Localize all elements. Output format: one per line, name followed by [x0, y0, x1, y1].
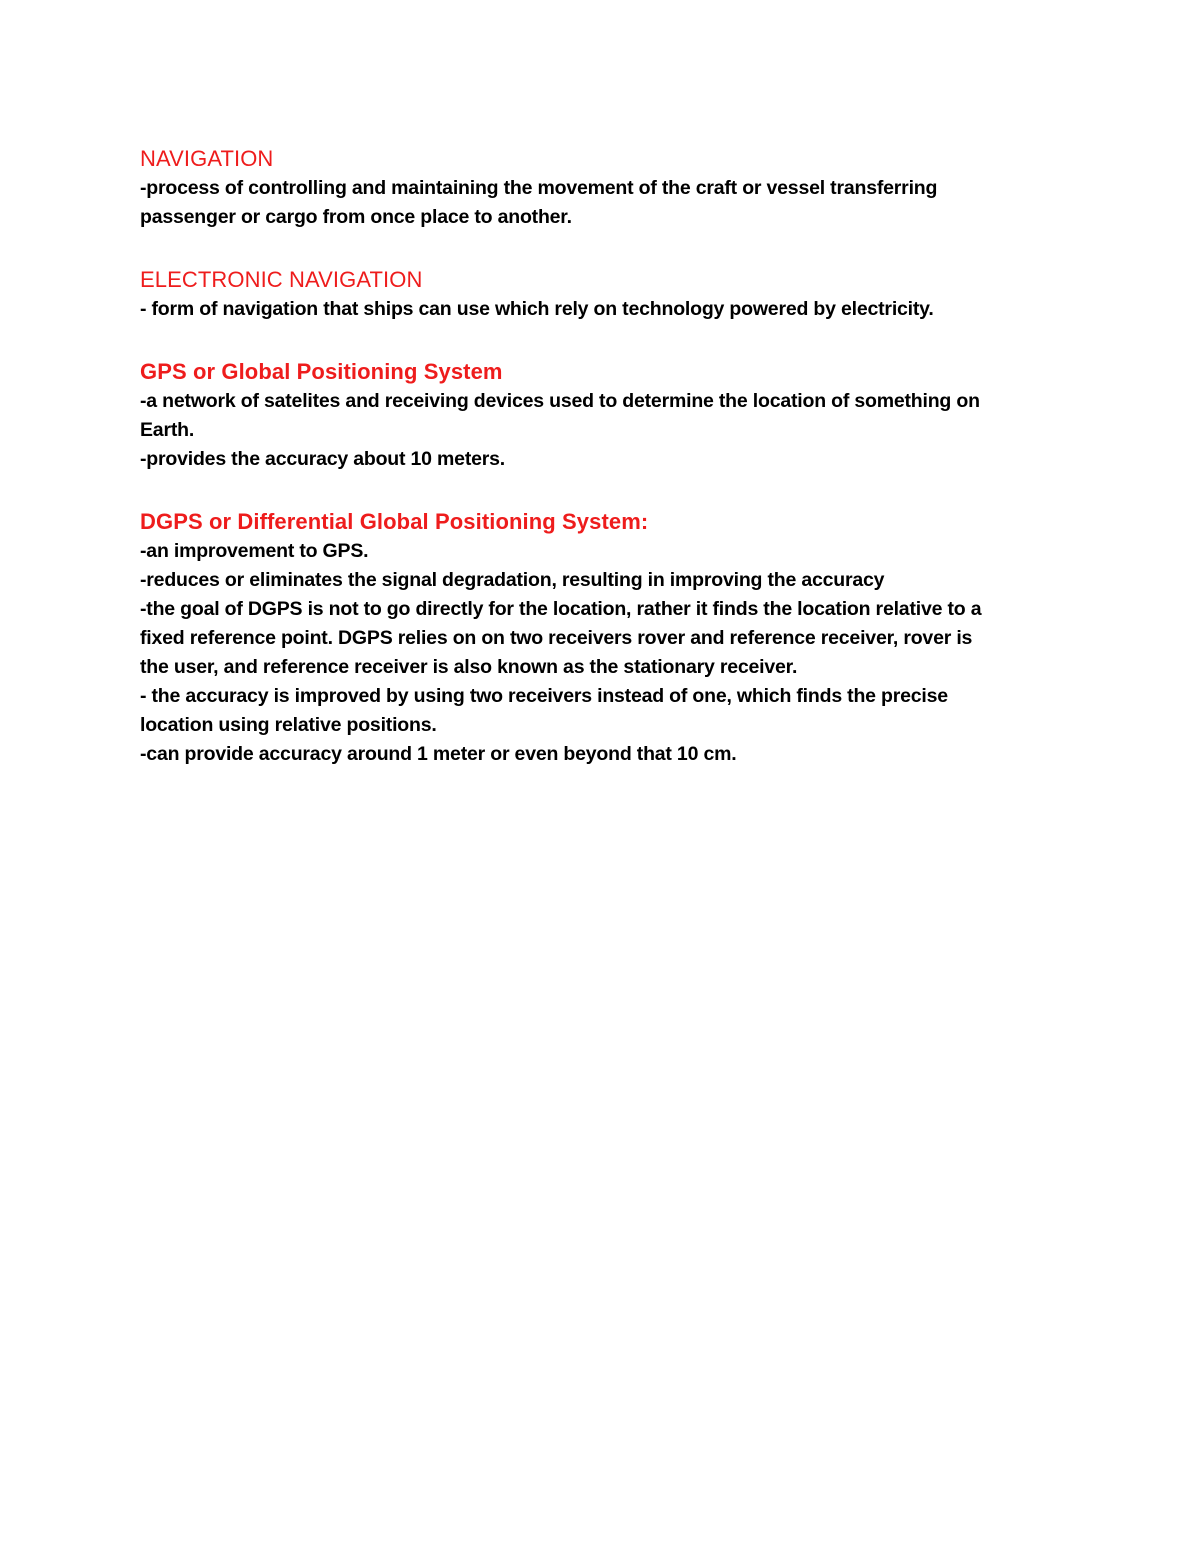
section-gps [140, 357, 1060, 474]
body-line: -can provide accuracy around 1 meter or even beyond that 10 cm. [140, 743, 737, 765]
section-heading: ELECTRONIC NAVIGATION [140, 267, 423, 292]
section-navigation [140, 144, 1060, 232]
body-line: -a network of satelites and receiving devices used to determine the location of something on [140, 390, 980, 412]
body-line: -process of controlling and maintaining the movement of the craft or vessel transferring [140, 177, 938, 199]
body-line: - form of navigation that ships can use which rely on technology powered by electricity. [140, 298, 934, 320]
body-line: -the goal of DGPS is not to go directly for the location, rather it finds the location relative to a [140, 598, 982, 620]
section-heading: DGPS or Differential Global Positioning System: [140, 509, 649, 534]
body-line: -reduces or eliminates the signal degradation, resulting in improving the accuracy [140, 569, 885, 591]
body-line: fixed reference point. DGPS relies on on two receivers rover and reference receiver, rover is [140, 627, 973, 649]
section-heading: GPS or Global Positioning System [140, 359, 503, 384]
body-line: -provides the accuracy about 10 meters. [140, 448, 506, 470]
section-dgps [140, 507, 1060, 769]
body-line: passenger or cargo from once place to another. [140, 206, 572, 228]
section-electronic-navigation [140, 265, 1060, 324]
body-line: location using relative positions. [140, 714, 437, 736]
document-content [140, 144, 1060, 802]
section-heading: NAVIGATION [140, 146, 274, 171]
body-line: the user, and reference receiver is also known as the stationary receiver. [140, 656, 798, 678]
body-line: Earth. [140, 419, 195, 441]
body-line: -an improvement to GPS. [140, 540, 369, 562]
body-line: - the accuracy is improved by using two receivers instead of one, which finds the precise [140, 685, 948, 707]
